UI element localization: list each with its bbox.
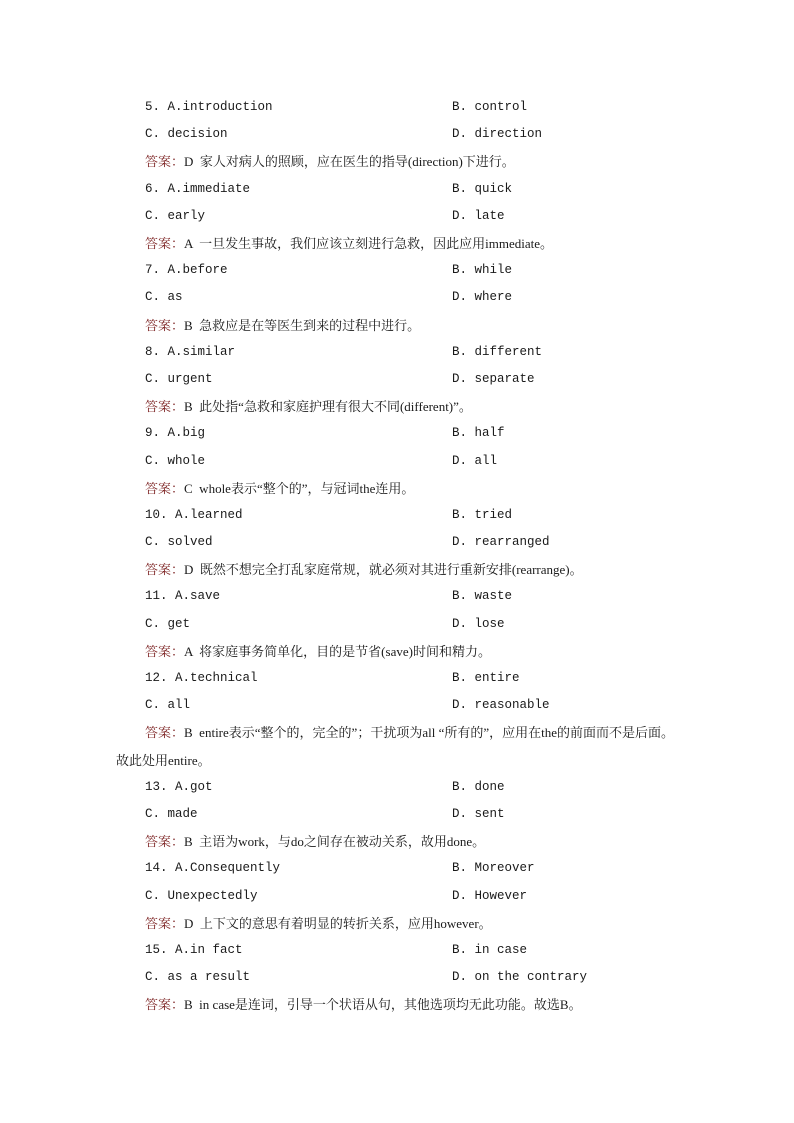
- option-d: D. sent: [452, 807, 505, 822]
- answer-explanation: C whole表示“整个的”，与冠词the连用。: [184, 480, 415, 496]
- option-row-ab: [0, 339, 794, 366]
- option-a: 14. A.Consequently: [145, 861, 281, 876]
- answer-explanation: D 上下文的意思有着明显的转折关系，应用however。: [184, 915, 492, 931]
- option-row-ab: [0, 665, 794, 692]
- option-d: D. all: [452, 453, 498, 468]
- option-row-cd: [0, 801, 794, 828]
- answer-label: 答案：: [145, 725, 185, 741]
- option-a: 12. A.technical: [145, 671, 258, 686]
- answer-label: 答案：: [145, 997, 185, 1013]
- answer-label: 答案：: [145, 834, 185, 850]
- option-a: 9. A.big: [145, 426, 206, 441]
- option-a: 11. A.save: [145, 589, 221, 604]
- option-row-cd: [0, 692, 794, 719]
- answer-label: 答案：: [145, 154, 185, 170]
- option-row-ab: [0, 855, 794, 882]
- option-row-ab: [0, 176, 794, 203]
- option-b: B. control: [452, 100, 528, 114]
- option-row-ab: [0, 502, 794, 529]
- option-row-cd: [0, 611, 794, 638]
- answer-line: [0, 910, 794, 937]
- option-row-cd: [0, 448, 794, 475]
- option-row-ab: [0, 420, 794, 447]
- answer-line: [0, 991, 794, 1018]
- option-d: D. rearranged: [452, 535, 550, 550]
- option-d: D. direction: [452, 127, 543, 142]
- answer-explanation: A 将家庭事务简单化，目的是节省(save)时间和精力。: [184, 643, 491, 659]
- option-d: D. reasonable: [452, 698, 550, 713]
- answer-label: 答案：: [145, 915, 185, 931]
- option-b: B. waste: [452, 589, 513, 604]
- option-c: C. Unexpectedly: [145, 888, 258, 903]
- option-d: D. late: [452, 208, 505, 223]
- answer-line: [0, 148, 794, 175]
- option-row-ab: [0, 937, 794, 964]
- option-row-cd: [0, 203, 794, 230]
- answer-line: [0, 312, 794, 339]
- answer-line: [0, 556, 794, 583]
- option-c: C. made: [145, 807, 198, 822]
- option-row-ab: [0, 774, 794, 801]
- option-a: 6. A.immediate: [145, 181, 251, 196]
- answer-line: [0, 828, 794, 855]
- answer-explanation: B 此处指“急救和家庭护理有很大不同(different)”。: [184, 399, 472, 415]
- option-d: D. lose: [452, 616, 505, 631]
- option-b: B. done: [452, 779, 505, 794]
- option-c: C. urgent: [145, 371, 213, 386]
- answer-line: [0, 475, 794, 502]
- option-b: B. entire: [452, 671, 520, 686]
- option-c: C. all: [145, 698, 191, 713]
- option-a: 7. A.before: [145, 263, 228, 278]
- answer-line: [0, 230, 794, 257]
- option-row-cd: [0, 964, 794, 991]
- option-row-cd: [0, 366, 794, 393]
- option-d: D. However: [452, 888, 528, 903]
- option-c: C. solved: [145, 535, 213, 550]
- option-row-ab: [0, 257, 794, 284]
- option-a: 5. A.introduction: [145, 100, 273, 114]
- option-d: D. on the contrary: [452, 970, 588, 985]
- option-c: C. as a result: [145, 970, 251, 985]
- answer-explanation: B 急救应是在等医生到来的过程中进行。: [184, 317, 421, 333]
- option-b: B. quick: [452, 181, 513, 196]
- answer-label: 答案：: [145, 562, 185, 578]
- option-b: B. Moreover: [452, 861, 535, 876]
- option-a: 10. A.learned: [145, 507, 243, 522]
- option-d: D. where: [452, 290, 513, 305]
- answer-label: 答案：: [145, 399, 185, 415]
- option-b: B. half: [452, 426, 505, 441]
- answer-explanation: D 既然不想完全打乱家庭常规，就必须对其进行重新安排(rearrange)。: [184, 562, 583, 578]
- option-b: B. while: [452, 263, 513, 278]
- option-row-ab: [0, 94, 794, 121]
- option-row-cd: [0, 883, 794, 910]
- question-list: [0, 94, 794, 1019]
- option-a: 15. A.in fact: [145, 942, 243, 957]
- option-c: C. whole: [145, 453, 206, 468]
- answer-label: 答案：: [145, 235, 185, 251]
- option-d: D. separate: [452, 371, 535, 386]
- option-c: C. early: [145, 208, 206, 223]
- option-b: B. in case: [452, 942, 528, 957]
- answer-explanation: B in case是连词，引导一个状语从句，其他选项均无此功能。故选B。: [184, 997, 582, 1013]
- option-a: 8. A.similar: [145, 344, 236, 359]
- option-c: C. decision: [145, 127, 228, 142]
- answer-label: 答案：: [145, 317, 185, 333]
- answer-label: 答案：: [145, 643, 185, 659]
- answer-label: 答案：: [145, 480, 185, 496]
- answer-line: [0, 393, 794, 420]
- option-b: B. tried: [452, 507, 513, 522]
- option-row-cd: [0, 121, 794, 148]
- answer-explanation: B 主语为work，与do之间存在被动关系，故用done。: [184, 834, 486, 850]
- answer-line: [0, 719, 794, 773]
- option-row-ab: [0, 583, 794, 610]
- option-b: B. different: [452, 344, 543, 359]
- answer-explanation: D 家人对病人的照顾，应在医生的指导(direction)下进行。: [184, 154, 515, 170]
- option-row-cd: [0, 529, 794, 556]
- answer-explanation: A 一旦发生事故，我们应该立刻进行急救，因此应用immediate。: [184, 235, 554, 251]
- option-row-cd: [0, 284, 794, 311]
- option-a: 13. A.got: [145, 779, 213, 794]
- option-c: C. as: [145, 290, 183, 305]
- answer-line: [0, 638, 794, 665]
- option-c: C. get: [145, 616, 191, 631]
- answer-explanation: B entire表示“整个的，完全的”；干扰项为all “所有的”，应用在the的前面而不是后面。故此处用entire。: [116, 725, 674, 768]
